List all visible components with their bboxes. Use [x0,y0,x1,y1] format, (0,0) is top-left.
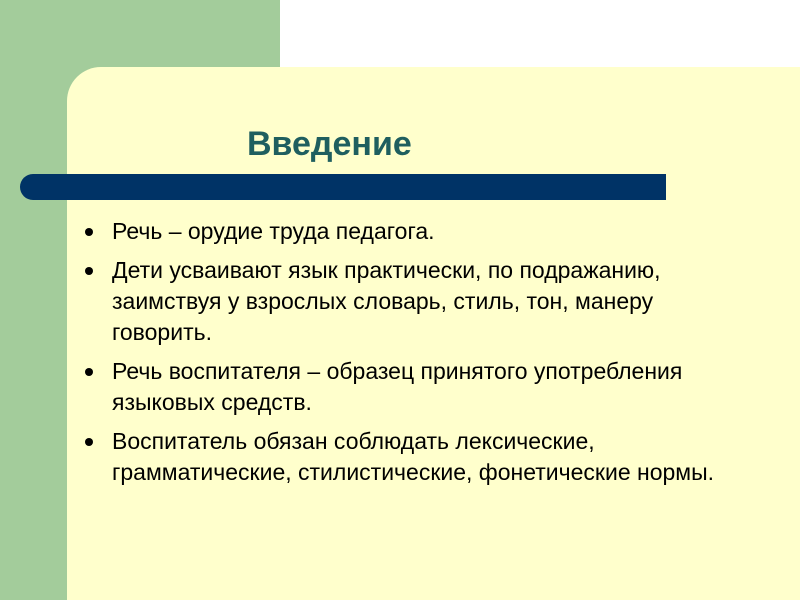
bullet-text: Дети усваивают язык практически, по подражанию, заимствуя у взрослых словарь, стиль, тон, манеру говорить. [112,257,661,345]
bullet-text: Речь воспитателя – образец принятого употребления языковых средств. [112,358,683,415]
bullet-text: Воспитатель обязан соблюдать лексические, грамматические, стилистические, фонетические нормы. [112,428,715,485]
bullet-item [80,255,720,348]
bullet-list [80,216,720,496]
bullet-text: Речь – орудие труда педагога. [112,218,435,244]
bullet-dot-icon [85,267,93,275]
bullet-dot-icon [85,228,93,236]
bullet-dot-icon [85,368,93,376]
bullet-dot-icon [85,438,93,446]
slide-title: Введение [247,125,412,163]
bullet-item [80,426,720,488]
bullet-item [80,356,720,418]
bullet-item [80,216,720,247]
title-underline-bar [20,174,666,200]
